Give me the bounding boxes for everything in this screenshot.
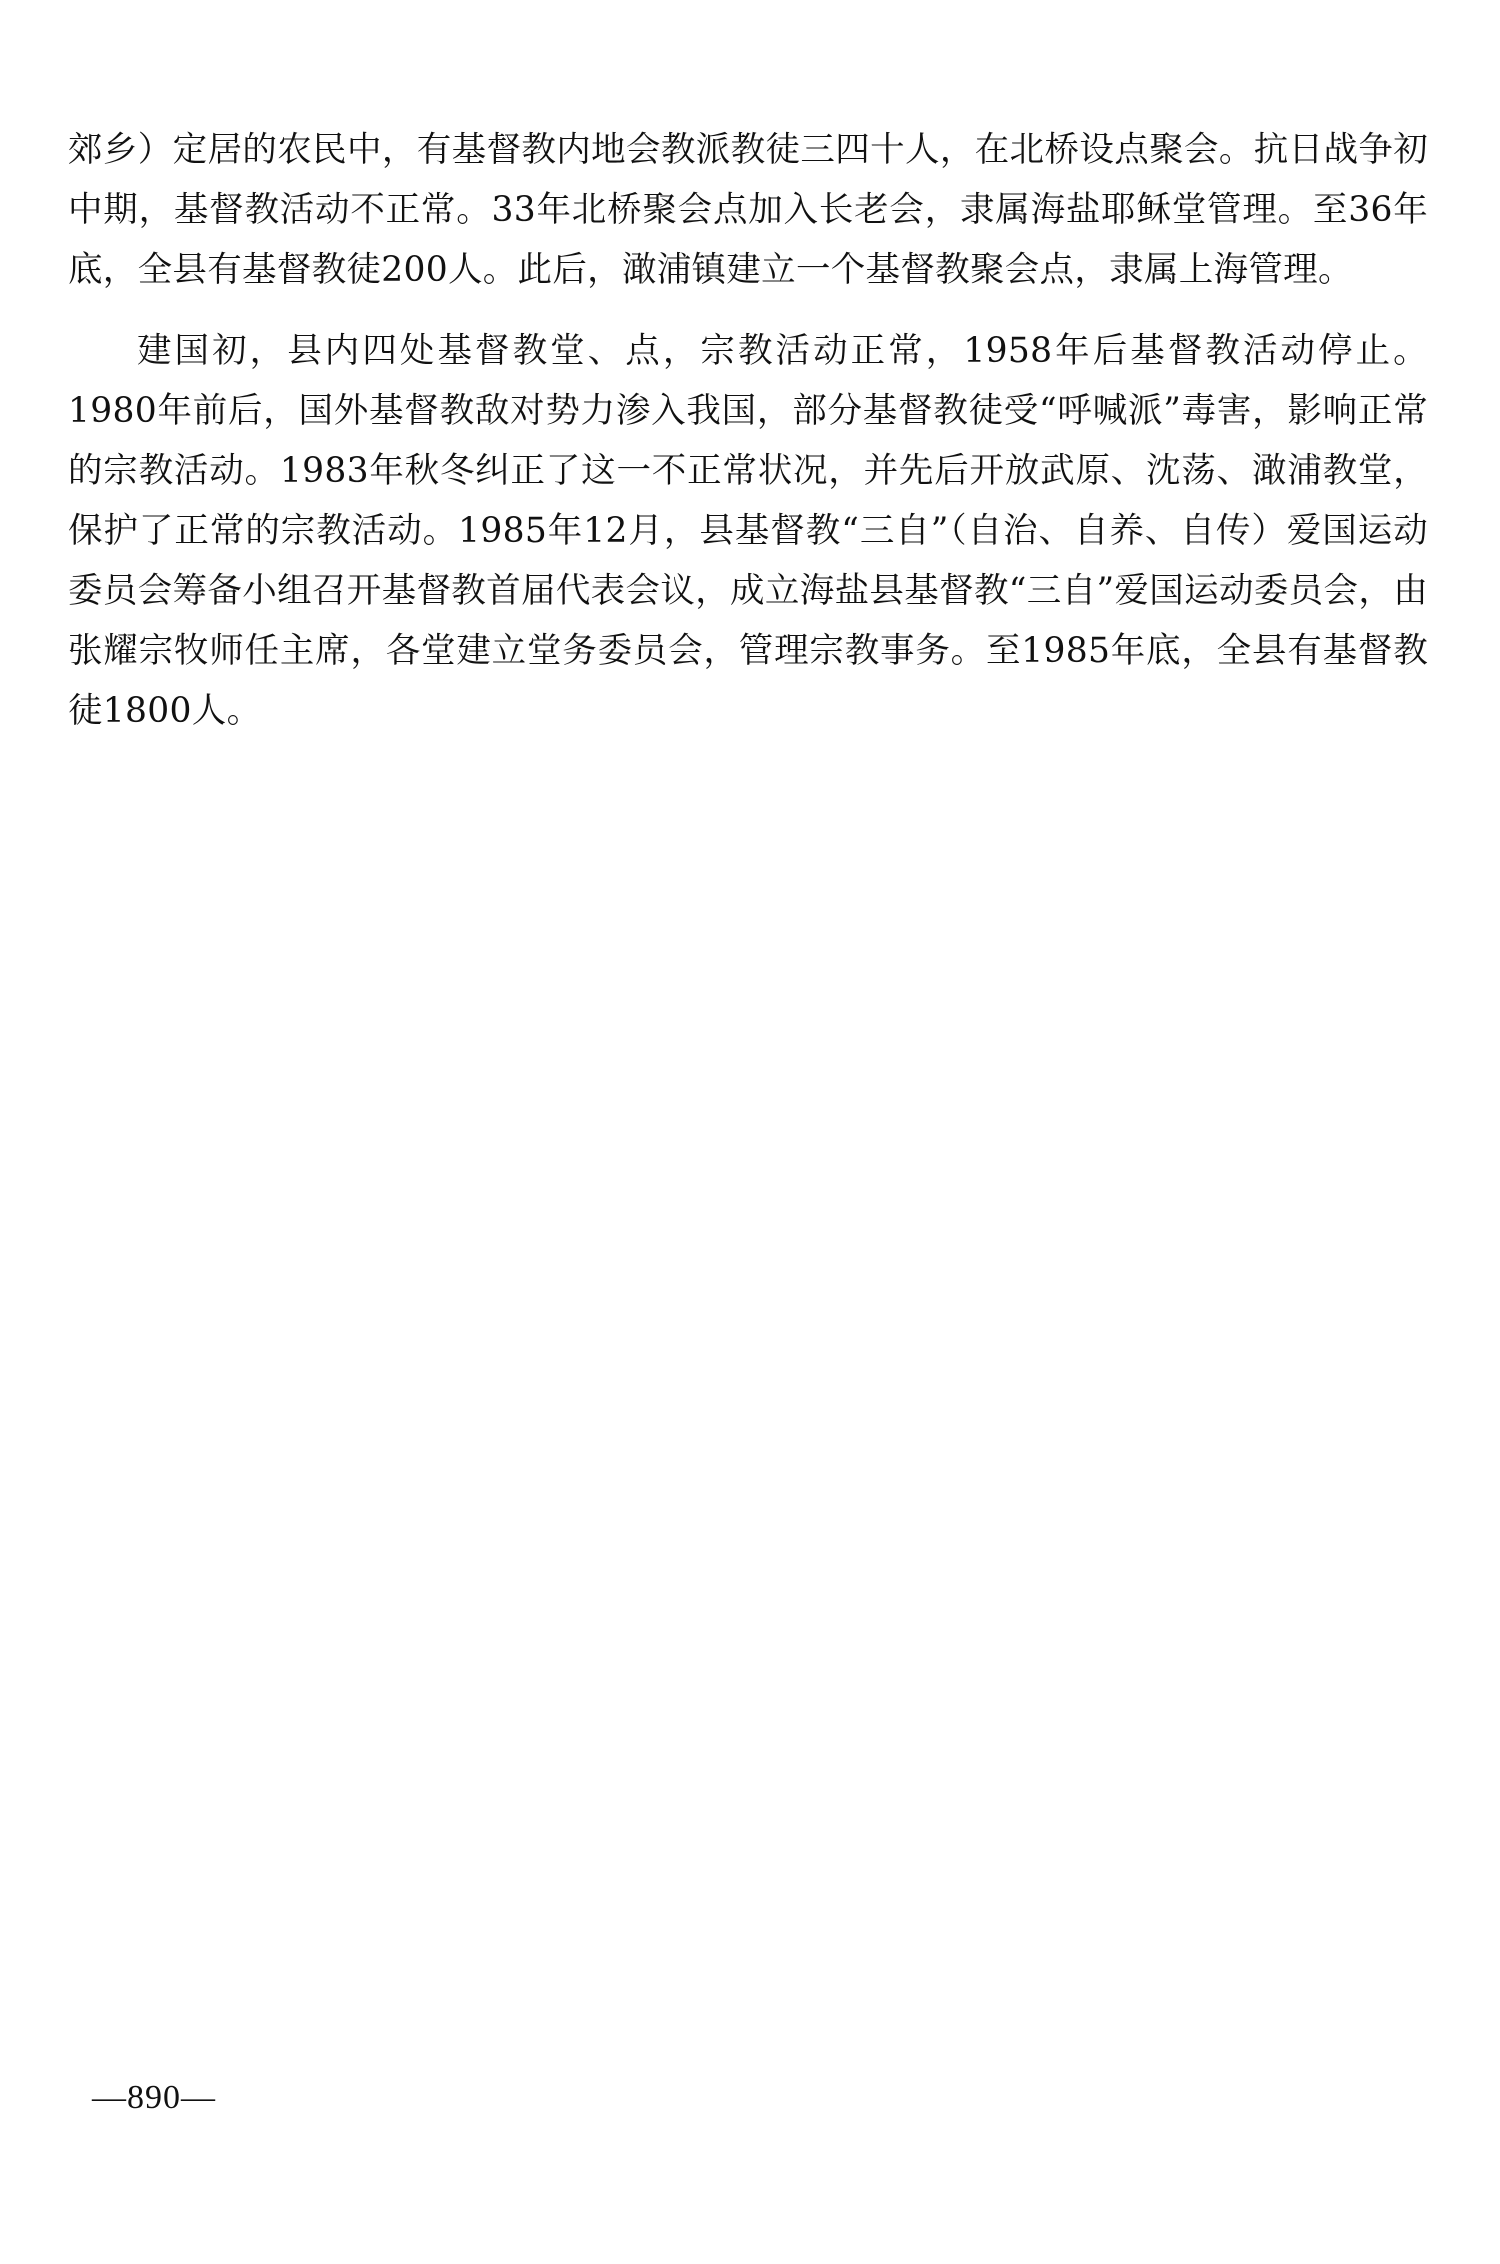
paragraph-2: 建国初，县内四处基督教堂、点，宗教活动正常，1958年后基督教活动停止。1980年前后，国外基督教敌对势力渗入我国，部分基督教徒受“呼喊派”毒害，影响正常的宗教活动。1983年秋冬纠正了这一不正常状况，并先后开放武原、沈荡、澉浦教堂，保护了正常的宗教活动。1985年12月，县基督教“三自”（自治、自养、自传）爱国运动委员会筹备小组召开基督教首届代表会议，成立海盐县基督教“三自”爱国运动委员会，由张耀宗牧师任主席，各堂建立堂务委员会，管理宗教事务。至1985年底，全县有基督教徒1800人。 — [68, 331, 1428, 731]
page-number: —890— — [92, 2079, 216, 2116]
paragraph-1: 郊乡）定居的农民中，有基督教内地会教派教徒三四十人，在北桥设点聚会。抗日战争初中期，基督教活动不正常。33年北桥聚会点加入长老会，隶属海盐耶稣堂管理。至36年底，全县有基督教徒200人。此后，澉浦镇建立一个基督教聚会点，隶属上海管理。 — [68, 130, 1428, 290]
body-text — [68, 120, 1428, 741]
